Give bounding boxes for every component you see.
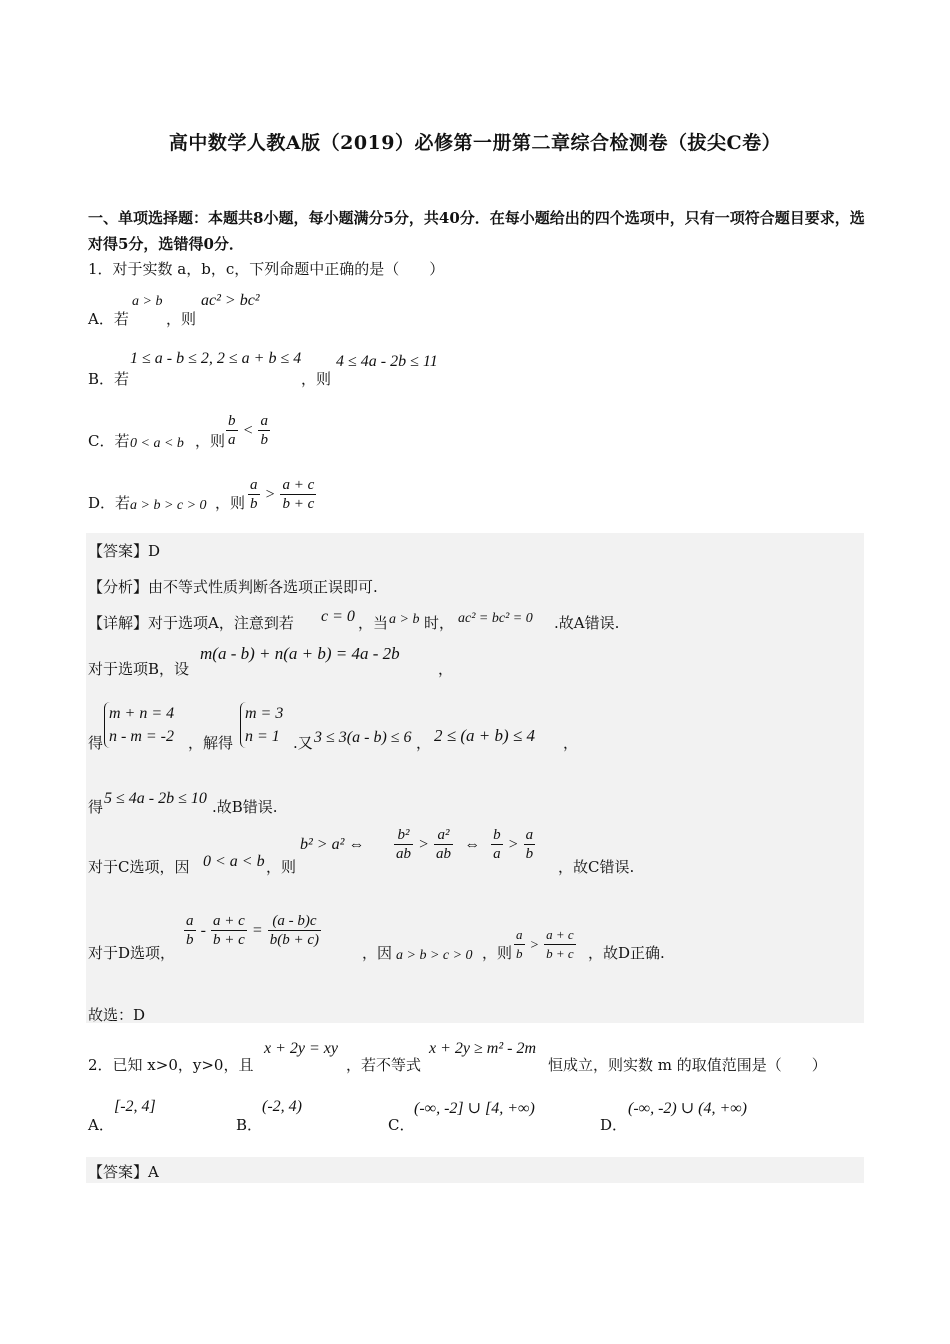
q1-c-result: $\frac{b}{a}$ < $\frac{a}{b}$ xyxy=(228,413,268,448)
q1-c-then: ，则 xyxy=(195,432,226,450)
q2-d-value: (-∞, -2) ∪ (4, +∞) xyxy=(628,1100,747,1117)
q2-b-value: (-2, 4) xyxy=(262,1098,302,1115)
q1-b-label: B．若 xyxy=(88,370,130,388)
q1-d-result: $\frac{a}{b}$ > $\frac{a + c}{b + c}$ xyxy=(250,477,315,512)
q1-a-result: ac² > bc² xyxy=(201,292,260,309)
a1-answer: 【答案】D xyxy=(88,542,161,560)
answer-block-2 xyxy=(86,1157,864,1183)
q1-b-result: 4 ≤ 4a - 2b ≤ 11 xyxy=(336,353,438,370)
q1-c-label: C．若 xyxy=(88,432,130,450)
section-heading: 一、单项选择题：本题共8小题，每小题满分5分，共40分．在每小题给出的四个选项中，只有一项符合题目要求，选对得5分，选错得0分． xyxy=(88,209,865,253)
q1-d-label: D．若 xyxy=(88,494,131,512)
q1-a-label: A．若 xyxy=(88,310,129,328)
q2-a-label: A． xyxy=(88,1116,114,1134)
q1-d-then: ，则 xyxy=(215,494,246,512)
q1-stem: 1．对于实数 a，b，c，下列命题中正确的是（ ） xyxy=(88,260,445,278)
q1-a-cond: a > b xyxy=(132,294,163,309)
q2-c-value: (-∞, -2] ∪ [4, +∞) xyxy=(414,1100,535,1117)
a2-answer: 【答案】A xyxy=(88,1163,159,1181)
q1-c-fraction-right: $\frac{a}{b}$ xyxy=(260,413,268,448)
q1-a-then: ，则 xyxy=(166,310,197,328)
a1-analysis: 【分析】由不等式性质判断各选项正误即可. xyxy=(88,578,378,596)
q1-b-then: ，则 xyxy=(301,370,332,388)
answer-block-1 xyxy=(86,533,864,1023)
equation-system-2: m = 3 n = 1 xyxy=(240,702,283,748)
q1-b-cond: 1 ≤ a - b ≤ 2, 2 ≤ a + b ≤ 4 xyxy=(130,350,302,367)
document-page: 高中数学人教A版（2019）必修第一册第二章综合检测卷（拔尖C卷） 一、单项选择题：本题共8小题，每小题满分5分，共40分．在每小题给出的四个选项中，只有一项符合题目要求，选对得5分，选错得0分． 1．对于实数 a，b，c，下列命题中正确的是（ ） A．若 a > b ，则 ac² > bc² B．若 1 ≤ a - b ≤ 2, 2 ≤ a + b ≤ 4 ，则 4 ≤ 4a - 2b ≤ 11 C．若 0 < a < b ，则 $\frac{b}{a}$ < $\frac{a}{b}$ D．若 a > b > c > 0 ，则 $\frac{a}{b}$ > $\frac{a + c}{b + c}$ 【答案】D 【分析】由不等式性质判断各选项正误即可. 【详解】对于选项A，注意到若 c = 0 ，当 a > b 时， ac² = bc² = 0 .故A错误. 对于选项B，设 m(a - b) + n(a + b) = 4a - 2b ， 得 m + n = 4 n - m = -2 ，解得 m = 3 n = 1 .又 3 ≤ 3(a - b) ≤ 6 ， 2 ≤ (a + b) ≤ 4 ， 得 5 ≤ 4a - 2b ≤ 10 .故B错误. 对于C选项，因 0 < a < b ，则 b² > a² ⇔ $\frac{\text{b²}}{ab}$ > $\frac{\text{a²}}{ab}$ ⇔ $\frac{b}{a}$ > $\frac{a}{b}$ ，故C错误. 对于D选项， $\frac{a}{b}$ - $\frac{a + c}{b + c}$ = $\frac{(a - b)c}{b(b + c)}$ ，因 a > b > c > 0 ，则 $\frac{a}{b}$ > $\frac{a + c}{b + c}$ ，故D正确. 故选：D 2．已知 x>0，y>0，且 x + 2y = xy ，若不等式 x + 2y ≥ m² - 2m 恒成立，则实数 m 的取值范围是（ ） A． [-2, 4] B． (-2, 4) C． (-∞, -2] ∪ [4, +∞) D． (-∞, -2) ∪ (4, +∞) 【答案】A xyxy=(0,0,950,1344)
q1-c-fraction-left: $\frac{b}{a}$ xyxy=(228,413,236,448)
q2-b-label: B． xyxy=(236,1116,263,1134)
q2-d-label: D． xyxy=(600,1116,628,1134)
q2-c-label: C． xyxy=(388,1116,415,1134)
q1-d-cond: a > b > c > 0 xyxy=(130,498,207,513)
a1-final: 故选：D xyxy=(88,1006,146,1024)
q1-c-cond: 0 < a < b xyxy=(130,436,184,451)
q2-a-value: [-2, 4] xyxy=(114,1098,156,1115)
equation-system-1: m + n = 4 n - m = -2 xyxy=(104,702,174,748)
page-title: 高中数学人教A版（2019）必修第一册第二章综合检测卷（拔尖C卷） xyxy=(168,132,782,154)
